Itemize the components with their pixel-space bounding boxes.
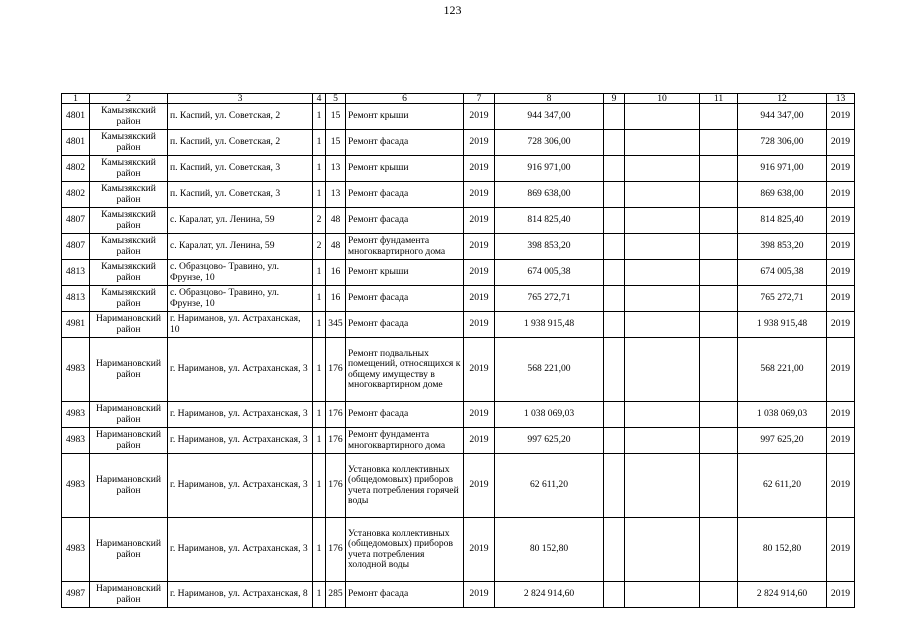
col11-cell xyxy=(700,338,738,402)
work-type-cell: Ремонт крыши xyxy=(346,260,464,286)
col9-cell xyxy=(604,428,625,454)
table-row xyxy=(62,182,855,208)
cost-cell: 728 306,00 xyxy=(495,130,604,156)
col9-cell xyxy=(604,454,625,518)
row-id: 4802 xyxy=(62,156,90,182)
address-cell: с. Образцово- Травино, ул. Фрунзе, 10 xyxy=(168,260,313,286)
col4-cell: 2 xyxy=(313,208,326,234)
total-cell: 997 625,20 xyxy=(738,428,827,454)
year-cell: 2019 xyxy=(464,286,495,312)
col10-cell xyxy=(625,402,700,428)
col9-cell xyxy=(604,130,625,156)
col5-cell: 48 xyxy=(326,208,346,234)
cost-cell: 997 625,20 xyxy=(495,428,604,454)
row-id: 4983 xyxy=(62,518,90,582)
column-number-header: 8 xyxy=(495,94,604,104)
address-cell: с. Каралат, ул. Ленина, 59 xyxy=(168,208,313,234)
col11-cell xyxy=(700,234,738,260)
col11-cell xyxy=(700,130,738,156)
address-cell: г. Нариманов, ул. Астраханская, 3 xyxy=(168,518,313,582)
column-number-header: 10 xyxy=(625,94,700,104)
col11-cell xyxy=(700,582,738,608)
col10-cell xyxy=(625,582,700,608)
total-cell: 568 221,00 xyxy=(738,338,827,402)
col4-cell: 1 xyxy=(313,402,326,428)
col9-cell xyxy=(604,312,625,338)
total-cell: 1 038 069,03 xyxy=(738,402,827,428)
year2-cell: 2019 xyxy=(827,286,855,312)
district-cell: Камызякский район xyxy=(90,182,168,208)
col4-cell: 1 xyxy=(313,428,326,454)
year2-cell: 2019 xyxy=(827,312,855,338)
col11-cell xyxy=(700,182,738,208)
works-table xyxy=(61,93,855,608)
column-number-header: 1 xyxy=(62,94,90,104)
year2-cell: 2019 xyxy=(827,130,855,156)
year-cell: 2019 xyxy=(464,208,495,234)
work-type-cell: Ремонт фасада xyxy=(346,312,464,338)
year2-cell: 2019 xyxy=(827,208,855,234)
cost-cell: 62 611,20 xyxy=(495,454,604,518)
cost-cell: 944 347,00 xyxy=(495,104,604,130)
row-id: 4983 xyxy=(62,402,90,428)
row-id: 4801 xyxy=(62,104,90,130)
row-id: 4807 xyxy=(62,208,90,234)
col10-cell xyxy=(625,518,700,582)
cost-cell: 916 971,00 xyxy=(495,156,604,182)
row-id: 4802 xyxy=(62,182,90,208)
col10-cell xyxy=(625,234,700,260)
col11-cell xyxy=(700,260,738,286)
district-cell: Наримановский район xyxy=(90,582,168,608)
col11-cell xyxy=(700,454,738,518)
address-cell: г. Нариманов, ул. Астраханская, 8 xyxy=(168,582,313,608)
col9-cell xyxy=(604,260,625,286)
column-number-header: 6 xyxy=(346,94,464,104)
col10-cell xyxy=(625,454,700,518)
column-number-header: 12 xyxy=(738,94,827,104)
total-cell: 1 938 915,48 xyxy=(738,312,827,338)
col10-cell xyxy=(625,286,700,312)
col11-cell xyxy=(700,402,738,428)
cost-cell: 765 272,71 xyxy=(495,286,604,312)
year2-cell: 2019 xyxy=(827,582,855,608)
col5-cell: 13 xyxy=(326,182,346,208)
col9-cell xyxy=(604,518,625,582)
col11-cell xyxy=(700,312,738,338)
row-id: 4813 xyxy=(62,260,90,286)
year2-cell: 2019 xyxy=(827,156,855,182)
total-cell: 869 638,00 xyxy=(738,182,827,208)
col4-cell: 1 xyxy=(313,312,326,338)
total-cell: 2 824 914,60 xyxy=(738,582,827,608)
col5-cell: 15 xyxy=(326,130,346,156)
col11-cell xyxy=(700,286,738,312)
row-id: 4983 xyxy=(62,454,90,518)
year2-cell: 2019 xyxy=(827,428,855,454)
table-row xyxy=(62,582,855,608)
row-id: 4983 xyxy=(62,338,90,402)
district-cell: Камызякский район xyxy=(90,286,168,312)
district-cell: Камызякский район xyxy=(90,130,168,156)
district-cell: Наримановский район xyxy=(90,518,168,582)
col5-cell: 176 xyxy=(326,518,346,582)
column-number-header: 7 xyxy=(464,94,495,104)
year2-cell: 2019 xyxy=(827,454,855,518)
cost-cell: 80 152,80 xyxy=(495,518,604,582)
col4-cell: 1 xyxy=(313,156,326,182)
table-row xyxy=(62,104,855,130)
district-cell: Камызякский район xyxy=(90,208,168,234)
col4-cell: 1 xyxy=(313,286,326,312)
work-type-cell: Ремонт фасада xyxy=(346,208,464,234)
work-type-cell: Ремонт подвальных помещений, относящихся к общему имуществу в многоквартирном доме xyxy=(346,338,464,402)
district-cell: Наримановский район xyxy=(90,312,168,338)
work-type-cell: Ремонт фундамента многоквартирного дома xyxy=(346,428,464,454)
year-cell: 2019 xyxy=(464,338,495,402)
address-cell: г. Нариманов, ул. Астраханская, 3 xyxy=(168,454,313,518)
address-cell: г. Нариманов, ул. Астраханская, 3 xyxy=(168,338,313,402)
table-row xyxy=(62,518,855,582)
year2-cell: 2019 xyxy=(827,260,855,286)
col5-cell: 48 xyxy=(326,234,346,260)
col4-cell: 1 xyxy=(313,454,326,518)
col9-cell xyxy=(604,582,625,608)
col5-cell: 176 xyxy=(326,338,346,402)
col10-cell xyxy=(625,182,700,208)
district-cell: Наримановский район xyxy=(90,402,168,428)
work-type-cell: Ремонт фасада xyxy=(346,582,464,608)
year-cell: 2019 xyxy=(464,104,495,130)
work-type-cell: Ремонт фасада xyxy=(346,402,464,428)
table-row xyxy=(62,286,855,312)
col5-cell: 345 xyxy=(326,312,346,338)
col10-cell xyxy=(625,338,700,402)
table-row xyxy=(62,130,855,156)
col9-cell xyxy=(604,402,625,428)
year-cell: 2019 xyxy=(464,130,495,156)
column-number-header: 9 xyxy=(604,94,625,104)
year-cell: 2019 xyxy=(464,582,495,608)
column-number-header: 4 xyxy=(313,94,326,104)
district-cell: Камызякский район xyxy=(90,156,168,182)
column-number-header: 13 xyxy=(827,94,855,104)
table-row xyxy=(62,312,855,338)
col5-cell: 176 xyxy=(326,454,346,518)
year-cell: 2019 xyxy=(464,402,495,428)
total-cell: 398 853,20 xyxy=(738,234,827,260)
col5-cell: 176 xyxy=(326,428,346,454)
total-cell: 80 152,80 xyxy=(738,518,827,582)
cost-cell: 1 938 915,48 xyxy=(495,312,604,338)
district-cell: Наримановский район xyxy=(90,428,168,454)
cost-cell: 869 638,00 xyxy=(495,182,604,208)
cost-cell: 2 824 914,60 xyxy=(495,582,604,608)
year-cell: 2019 xyxy=(464,518,495,582)
address-cell: п. Каспий, ул. Советская, 3 xyxy=(168,182,313,208)
col10-cell xyxy=(625,260,700,286)
column-number-row xyxy=(62,94,855,104)
table-row xyxy=(62,260,855,286)
year2-cell: 2019 xyxy=(827,402,855,428)
column-number-header: 5 xyxy=(326,94,346,104)
year-cell: 2019 xyxy=(464,156,495,182)
work-type-cell: Ремонт фасада xyxy=(346,130,464,156)
col4-cell: 1 xyxy=(313,518,326,582)
cost-cell: 1 038 069,03 xyxy=(495,402,604,428)
year-cell: 2019 xyxy=(464,312,495,338)
year2-cell: 2019 xyxy=(827,338,855,402)
address-cell: г. Нариманов, ул. Астраханская, 3 xyxy=(168,428,313,454)
cost-cell: 398 853,20 xyxy=(495,234,604,260)
district-cell: Камызякский район xyxy=(90,260,168,286)
total-cell: 944 347,00 xyxy=(738,104,827,130)
work-type-cell: Ремонт фасада xyxy=(346,182,464,208)
page-number: 123 xyxy=(443,3,462,17)
address-cell: п. Каспий, ул. Советская, 2 xyxy=(168,130,313,156)
col5-cell: 15 xyxy=(326,104,346,130)
column-number-header: 2 xyxy=(90,94,168,104)
col4-cell: 2 xyxy=(313,234,326,260)
work-type-cell: Ремонт фундамента многоквартирного дома xyxy=(346,234,464,260)
table-row xyxy=(62,402,855,428)
total-cell: 728 306,00 xyxy=(738,130,827,156)
total-cell: 814 825,40 xyxy=(738,208,827,234)
col9-cell xyxy=(604,286,625,312)
table-row xyxy=(62,454,855,518)
work-type-cell: Ремонт фасада xyxy=(346,286,464,312)
col10-cell xyxy=(625,208,700,234)
col10-cell xyxy=(625,312,700,338)
col5-cell: 285 xyxy=(326,582,346,608)
cost-cell: 814 825,40 xyxy=(495,208,604,234)
col11-cell xyxy=(700,208,738,234)
col10-cell xyxy=(625,428,700,454)
district-cell: Камызякский район xyxy=(90,104,168,130)
district-cell: Наримановский район xyxy=(90,454,168,518)
address-cell: п. Каспий, ул. Советская, 2 xyxy=(168,104,313,130)
col5-cell: 16 xyxy=(326,286,346,312)
col9-cell xyxy=(604,104,625,130)
work-type-cell: Ремонт крыши xyxy=(346,104,464,130)
address-cell: с. Образцово- Травино, ул. Фрунзе, 10 xyxy=(168,286,313,312)
col11-cell xyxy=(700,104,738,130)
year2-cell: 2019 xyxy=(827,104,855,130)
row-id: 4981 xyxy=(62,312,90,338)
address-cell: г. Нариманов, ул. Астраханская, 3 xyxy=(168,402,313,428)
cost-cell: 568 221,00 xyxy=(495,338,604,402)
row-id: 4983 xyxy=(62,428,90,454)
row-id: 4807 xyxy=(62,234,90,260)
cost-cell: 674 005,38 xyxy=(495,260,604,286)
table-row xyxy=(62,208,855,234)
col9-cell xyxy=(604,338,625,402)
year-cell: 2019 xyxy=(464,182,495,208)
address-cell: с. Каралат, ул. Ленина, 59 xyxy=(168,234,313,260)
address-cell: г. Нариманов, ул. Астраханская, 10 xyxy=(168,312,313,338)
col5-cell: 176 xyxy=(326,402,346,428)
district-cell: Камызякский район xyxy=(90,234,168,260)
total-cell: 62 611,20 xyxy=(738,454,827,518)
col4-cell: 1 xyxy=(313,182,326,208)
row-id: 4987 xyxy=(62,582,90,608)
row-id: 4813 xyxy=(62,286,90,312)
table-row xyxy=(62,338,855,402)
column-number-header: 11 xyxy=(700,94,738,104)
column-number-header: 3 xyxy=(168,94,313,104)
total-cell: 765 272,71 xyxy=(738,286,827,312)
year-cell: 2019 xyxy=(464,234,495,260)
work-type-cell: Ремонт крыши xyxy=(346,156,464,182)
col4-cell: 1 xyxy=(313,582,326,608)
table-row xyxy=(62,428,855,454)
col9-cell xyxy=(604,234,625,260)
total-cell: 674 005,38 xyxy=(738,260,827,286)
col5-cell: 16 xyxy=(326,260,346,286)
year-cell: 2019 xyxy=(464,260,495,286)
table-row xyxy=(62,156,855,182)
work-type-cell: Установка коллективных (общедомовых) приборов учета потребления горячей воды xyxy=(346,454,464,518)
col10-cell xyxy=(625,156,700,182)
col4-cell: 1 xyxy=(313,130,326,156)
district-cell: Наримановский район xyxy=(90,338,168,402)
col9-cell xyxy=(604,208,625,234)
col11-cell xyxy=(700,428,738,454)
table-row xyxy=(62,234,855,260)
year2-cell: 2019 xyxy=(827,234,855,260)
table-body xyxy=(62,104,855,608)
address-cell: п. Каспий, ул. Советская, 3 xyxy=(168,156,313,182)
row-id: 4801 xyxy=(62,130,90,156)
col4-cell: 1 xyxy=(313,338,326,402)
col4-cell: 1 xyxy=(313,104,326,130)
col10-cell xyxy=(625,130,700,156)
year2-cell: 2019 xyxy=(827,518,855,582)
col11-cell xyxy=(700,156,738,182)
col4-cell: 1 xyxy=(313,260,326,286)
col5-cell: 13 xyxy=(326,156,346,182)
year-cell: 2019 xyxy=(464,454,495,518)
total-cell: 916 971,00 xyxy=(738,156,827,182)
year2-cell: 2019 xyxy=(827,182,855,208)
col10-cell xyxy=(625,104,700,130)
col9-cell xyxy=(604,182,625,208)
work-type-cell: Установка коллективных (общедомовых) приборов учета потребления холодной воды xyxy=(346,518,464,582)
year-cell: 2019 xyxy=(464,428,495,454)
col11-cell xyxy=(700,518,738,582)
col9-cell xyxy=(604,156,625,182)
